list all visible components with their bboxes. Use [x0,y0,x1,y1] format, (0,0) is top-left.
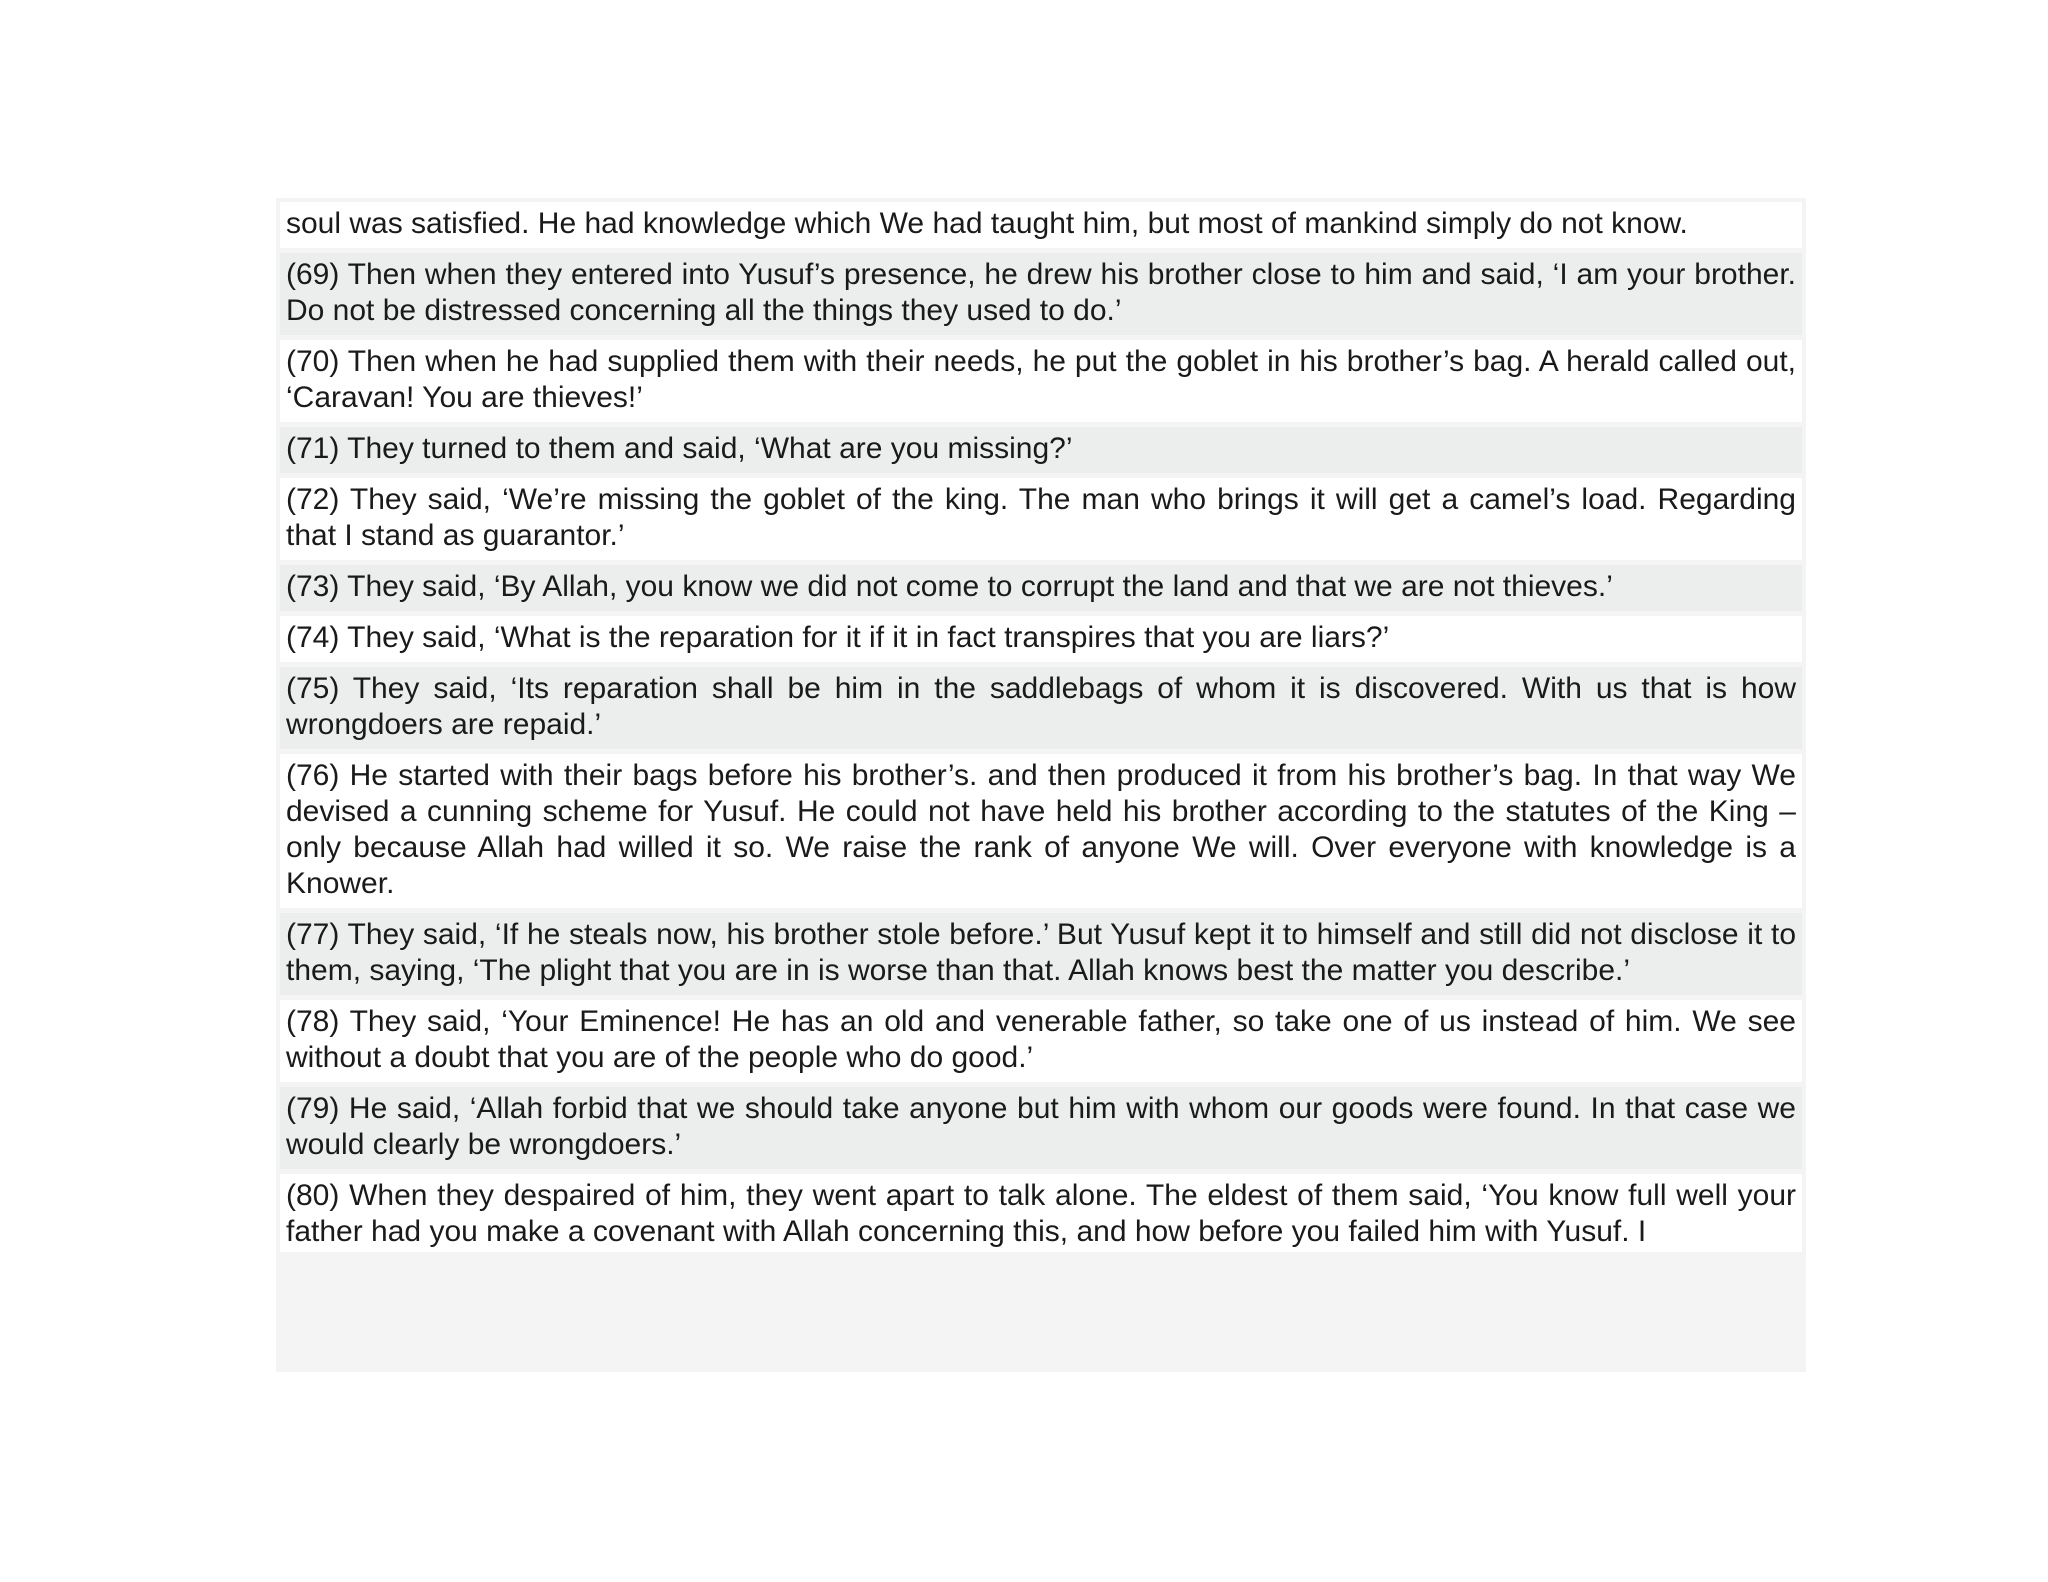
verse-76: (76) He started with their bags before his brother’s. and then produced it from his brother’s bag. In that way We devised a cunning scheme for Yusuf. He could not have held his brother according to the statutes of the King – only because Allah had willed it so. We raise the rank of anyone We will. Over everyone with knowledge is a Knower. [280,754,1802,908]
verse-79: (79) He said, ‘Allah forbid that we should take anyone but him with whom our goods were found. In that case we would clearly be wrongdoers.’ [280,1087,1802,1169]
verse-69: (69) Then when they entered into Yusuf’s presence, he drew his brother close to him and said, ‘I am your brother. Do not be distressed concerning all the things they used to do.’ [280,253,1802,335]
verse-72: (72) They said, ‘We’re missing the goblet of the king. The man who brings it will get a camel’s load. Regarding that I stand as guarantor.’ [280,478,1802,560]
verse-74: (74) They said, ‘What is the reparation for it if it in fact transpires that you are liars?’ [280,616,1802,662]
verse-71: (71) They turned to them and said, ‘What are you missing?’ [280,427,1802,473]
verse-73: (73) They said, ‘By Allah, you know we did not come to corrupt the land and that we are not thieves.’ [280,565,1802,611]
verse-75: (75) They said, ‘Its reparation shall be him in the saddlebags of whom it is discovered. With us that is how wrongdoers are repaid.’ [280,667,1802,749]
verse-78: (78) They said, ‘Your Eminence! He has an old and venerable father, so take one of us instead of him. We see without a doubt that you are of the people who do good.’ [280,1000,1802,1082]
verse-77: (77) They said, ‘If he steals now, his brother stole before.’ But Yusuf kept it to himself and still did not disclose it to them, saying, ‘The plight that you are in is worse than that. Allah knows best the matter you describe.’ [280,913,1802,995]
document-page [276,198,1806,1372]
verse-68-continuation: soul was satisfied. He had knowledge which We had taught him, but most of mankind simply do not know. [280,202,1802,248]
verse-70: (70) Then when he had supplied them with their needs, he put the goblet in his brother’s bag. A herald called out, ‘Caravan! You are thieves!’ [280,340,1802,422]
verse-80: (80) When they despaired of him, they went apart to talk alone. The eldest of them said, ‘You know full well your father had you make a covenant with Allah concerning this, and how before you failed him with Yusuf. I [280,1174,1802,1252]
